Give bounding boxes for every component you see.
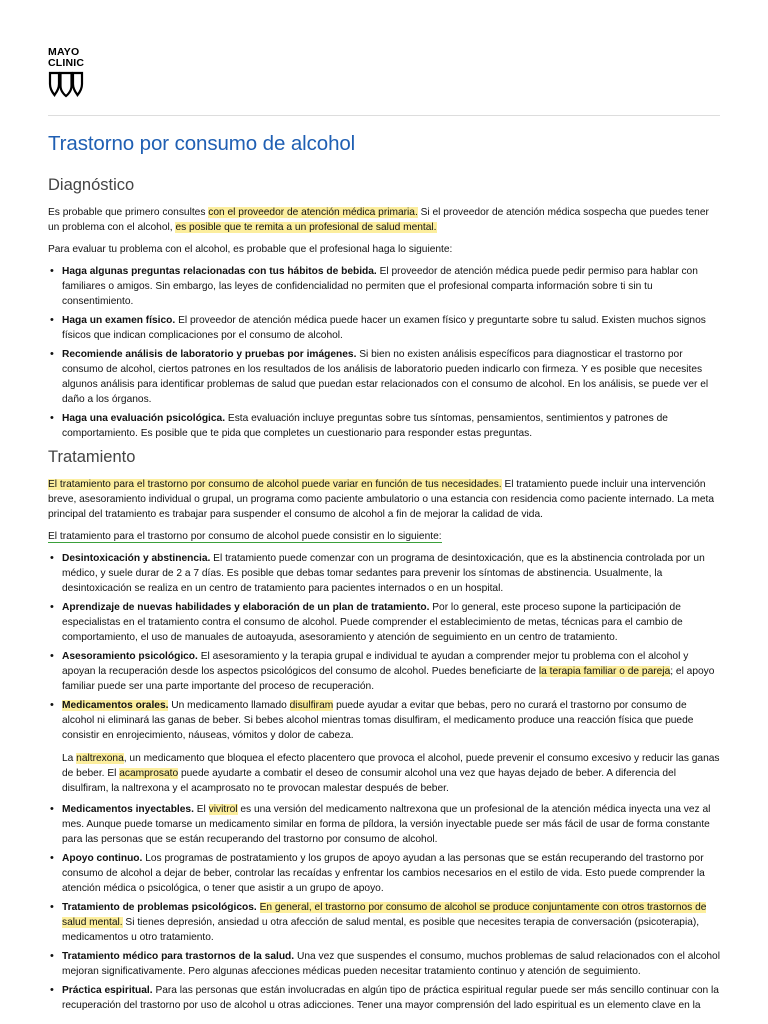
tratamiento-list [48,551,720,743]
list-item [48,347,720,407]
diagnostico-lead: Para evaluar tu problema con el alcohol, es probable que el profesional haga lo siguiente: [48,244,453,255]
logo-line-1: MAYO [48,46,80,58]
item-text: Un medicamento llamado [168,700,290,711]
tratamiento-lead [48,529,720,544]
list-item [48,983,720,1013]
tratamiento-list-2 [48,802,720,1013]
item-text: ; el apoyo familiar puede ser una parte importante del proceso de recuperación. [62,666,715,692]
item-text: Si tienes depresión, ansiedad u otra afección de salud mental, es posible que necesites terapia de conversación (psicoterapia), medicamentos u otro tratamiento. [62,917,700,943]
item-title: Haga una evaluación psicológica. [62,413,226,424]
text-span: puede ayudarte a combatir el deseo de consumir alcohol una vez que hayas dejado de beber. A diferencia del disulfiram, la naltrexona y el acamprosato no te provocan malestar después de beber. [62,768,676,794]
list-item [48,851,720,896]
item-title: Haga algunas preguntas relacionadas con tus hábitos de bebida. [62,266,377,277]
list-item [48,551,720,596]
highlight: acamprosato [119,768,179,779]
item-title: Medicamentos orales. [62,700,169,711]
item-title: Asesoramiento psicológico. [62,651,198,662]
logo-line-2: CLINIC [48,56,85,69]
list-item [48,264,720,309]
item-text: puede ayudar a evitar que bebas, pero no curará el trastorno por consumo de alcohol ni eliminará las ganas de beber. Si bebes alcohol mientras tomas disulfiram, el medicamento produce una reacción física que puede consistir en enrojecimiento, náuseas, vómitos y dolor de cabeza. [62,700,694,741]
item-title: Recomiende análisis de laboratorio y pruebas por imágenes. [62,349,357,360]
text-span: La [62,753,77,764]
list-item [48,411,720,441]
list-item [48,649,720,694]
underlined-text: El tratamiento para el trastorno por consumo de alcohol puede consistir en lo siguiente: [48,531,442,542]
text-span: Si el proveedor de atención médica sospecha que puedes tener un problema con el alcohol, [48,207,709,233]
item-title: Medicamentos inyectables. [62,804,194,815]
text-span: Es probable que primero consultes [48,207,209,218]
header-divider [48,115,720,116]
highlight: con el proveedor de atención médica primaria. [208,207,418,218]
shield-logo-icon [48,70,84,98]
section-diagnostico [48,175,720,441]
item-text: es una versión del medicamento naltrexona que un profesional de la atención médica inyecta una vez al mes. Aunque puede tomarse un medicamento similar en forma de píldora, la versión inyectable puede ser más fácil de usar de forma constante para las personas que se están recuperando del trastorno por consumo de alcohol. [62,804,711,845]
diagnostico-list [48,264,720,441]
naltrexona-paragraph [48,751,720,796]
item-text: Si bien no existen análisis específicos para diagnosticar el trastorno por consumo de alcohol, ciertos patrones en los resultados de los análisis de laboratorio pueden indicarlo con firmeza. Y es posible que necesites algunos análisis para identificar problemas de salud que puedan estar relacionados con el consumo de alcohol. En los análisis, se puede ver el daño a los órganos. [62,349,709,405]
page-title: Trastorno por consumo de alcohol [48,132,356,155]
item-text: Una vez que suspendes el consumo, muchos problemas de salud relacionados con el alcohol mejoran significativamente. Pero algunas afecciones médicas pueden necesitar tratamiento continuo y atención de seguimiento. [62,951,720,977]
list-item [48,313,720,343]
item-text: Por lo general, este proceso supone la participación de especialistas en el tratamiento contra el consumo de alcohol. Puede comprender el establecimiento de metas, técnicas para el cambio de comportamiento, el uso de manuales de autoayuda, asesoramiento y atención de seguimiento en un centro de tratamiento. [62,602,683,643]
item-text: Para las personas que están involucradas en algún tipo de práctica espiritual regular puede ser más sencillo continuar con la recuperación del trastorno por uso de alcohol u otras adicciones. Tener una mayor comprensión del lado espiritual es un elemento clave en la [62,985,719,1011]
item-text: El proveedor de atención médica puede pedir permiso para hablar con familiares o amigos. Sin embargo, las leyes de confidencialidad no permiten que el profesional comparta información sobre ti sin tu consentimiento. [62,266,698,307]
item-text: Esta evaluación incluye preguntas sobre tus síntomas, pensamientos, sentimientos y patrones de comportamiento. Es posible que te pida que completes un cuestionario para responder estas preguntas. [62,413,668,439]
item-title: Aprendizaje de nuevas habilidades y elaboración de un plan de tratamiento. [62,602,430,613]
item-text: El asesoramiento y la terapia grupal e individual te ayudan a comprender mejor tu problema con el alcohol y apoyan la recuperación desde los aspectos psicológicos del consumo de alcohol. Puedes beneficiarte de [62,651,689,677]
item-text: El [193,804,209,815]
list-item [48,698,720,743]
item-title: Desintoxicación y abstinencia. [62,553,211,564]
item-text: El proveedor de atención médica puede hacer un examen físico y preguntarte sobre tu salud. Existen muchos signos físicos que indican complicaciones por el consumo de alcohol. [62,315,706,341]
item-title: Tratamiento de problemas psicológicos. [62,902,257,913]
section-heading-diagnostico: Diagnóstico [48,176,135,194]
highlight: vivitrol [208,804,238,815]
list-item [48,949,720,979]
diagnostico-intro [48,205,720,235]
highlight: es posible que te remita a un profesional de salud mental. [175,222,437,233]
highlight: disulfiram [289,700,334,711]
section-heading-tratamiento: Tratamiento [48,448,136,466]
highlight: El tratamiento para el trastorno por consumo de alcohol puede variar en función de tus necesidades. [48,479,502,490]
highlight: naltrexona [76,753,124,764]
mayo-clinic-logo[interactable] [48,47,98,98]
text-span: , un medicamento que bloquea el efecto placentero que provoca el alcohol, puede prevenir el consumo excesivo y reducir las ganas de beber. El [62,753,720,779]
item-title: Práctica espiritual. [62,985,153,996]
item-title: Apoyo continuo. [62,853,143,864]
section-tratamiento [48,447,720,1013]
highlight: En general, el trastorno por consumo de alcohol se produce conjuntamente con otros trastornos de salud mental. [62,902,707,928]
tratamiento-intro [48,477,720,522]
list-item [48,802,720,847]
list-item [48,900,720,945]
list-item [48,600,720,645]
item-title: Haga un examen físico. [62,315,176,326]
item-text: Los programas de postratamiento y los grupos de apoyo ayudan a las personas que se están recuperando del trastorno por consumo de alcohol a dejar de beber, controlar las recaídas y enfrentar los cambios necesarios en el estilo de vida. Esto puede comprender la atención médica o psicológica, o tener que asistir a un grupo de apoyo. [62,853,705,894]
highlight: la terapia familiar o de pareja [538,666,671,677]
item-title: Tratamiento médico para trastornos de la salud. [62,951,295,962]
text-span: El tratamiento puede incluir una intervención breve, asesoramiento individual o grupal, un programa como paciente ambulatorio o una estancia con residencia como paciente internado. La meta principal del tratamiento es trabajar para suspender el consumo de alcohol a fin de mejorar la calidad de vida. [48,479,714,520]
article [48,131,720,1019]
item-text: El tratamiento puede comenzar con un programa de desintoxicación, que es la abstinencia controlada por un médico, y suele durar de 2 a 7 días. Es posible que debas tomar sedantes para prevenir los síntomas de abstinencia. Usualmente, la desintoxicación se realiza en un centro de tratamiento para pacientes internados o en un hospital. [62,553,705,594]
